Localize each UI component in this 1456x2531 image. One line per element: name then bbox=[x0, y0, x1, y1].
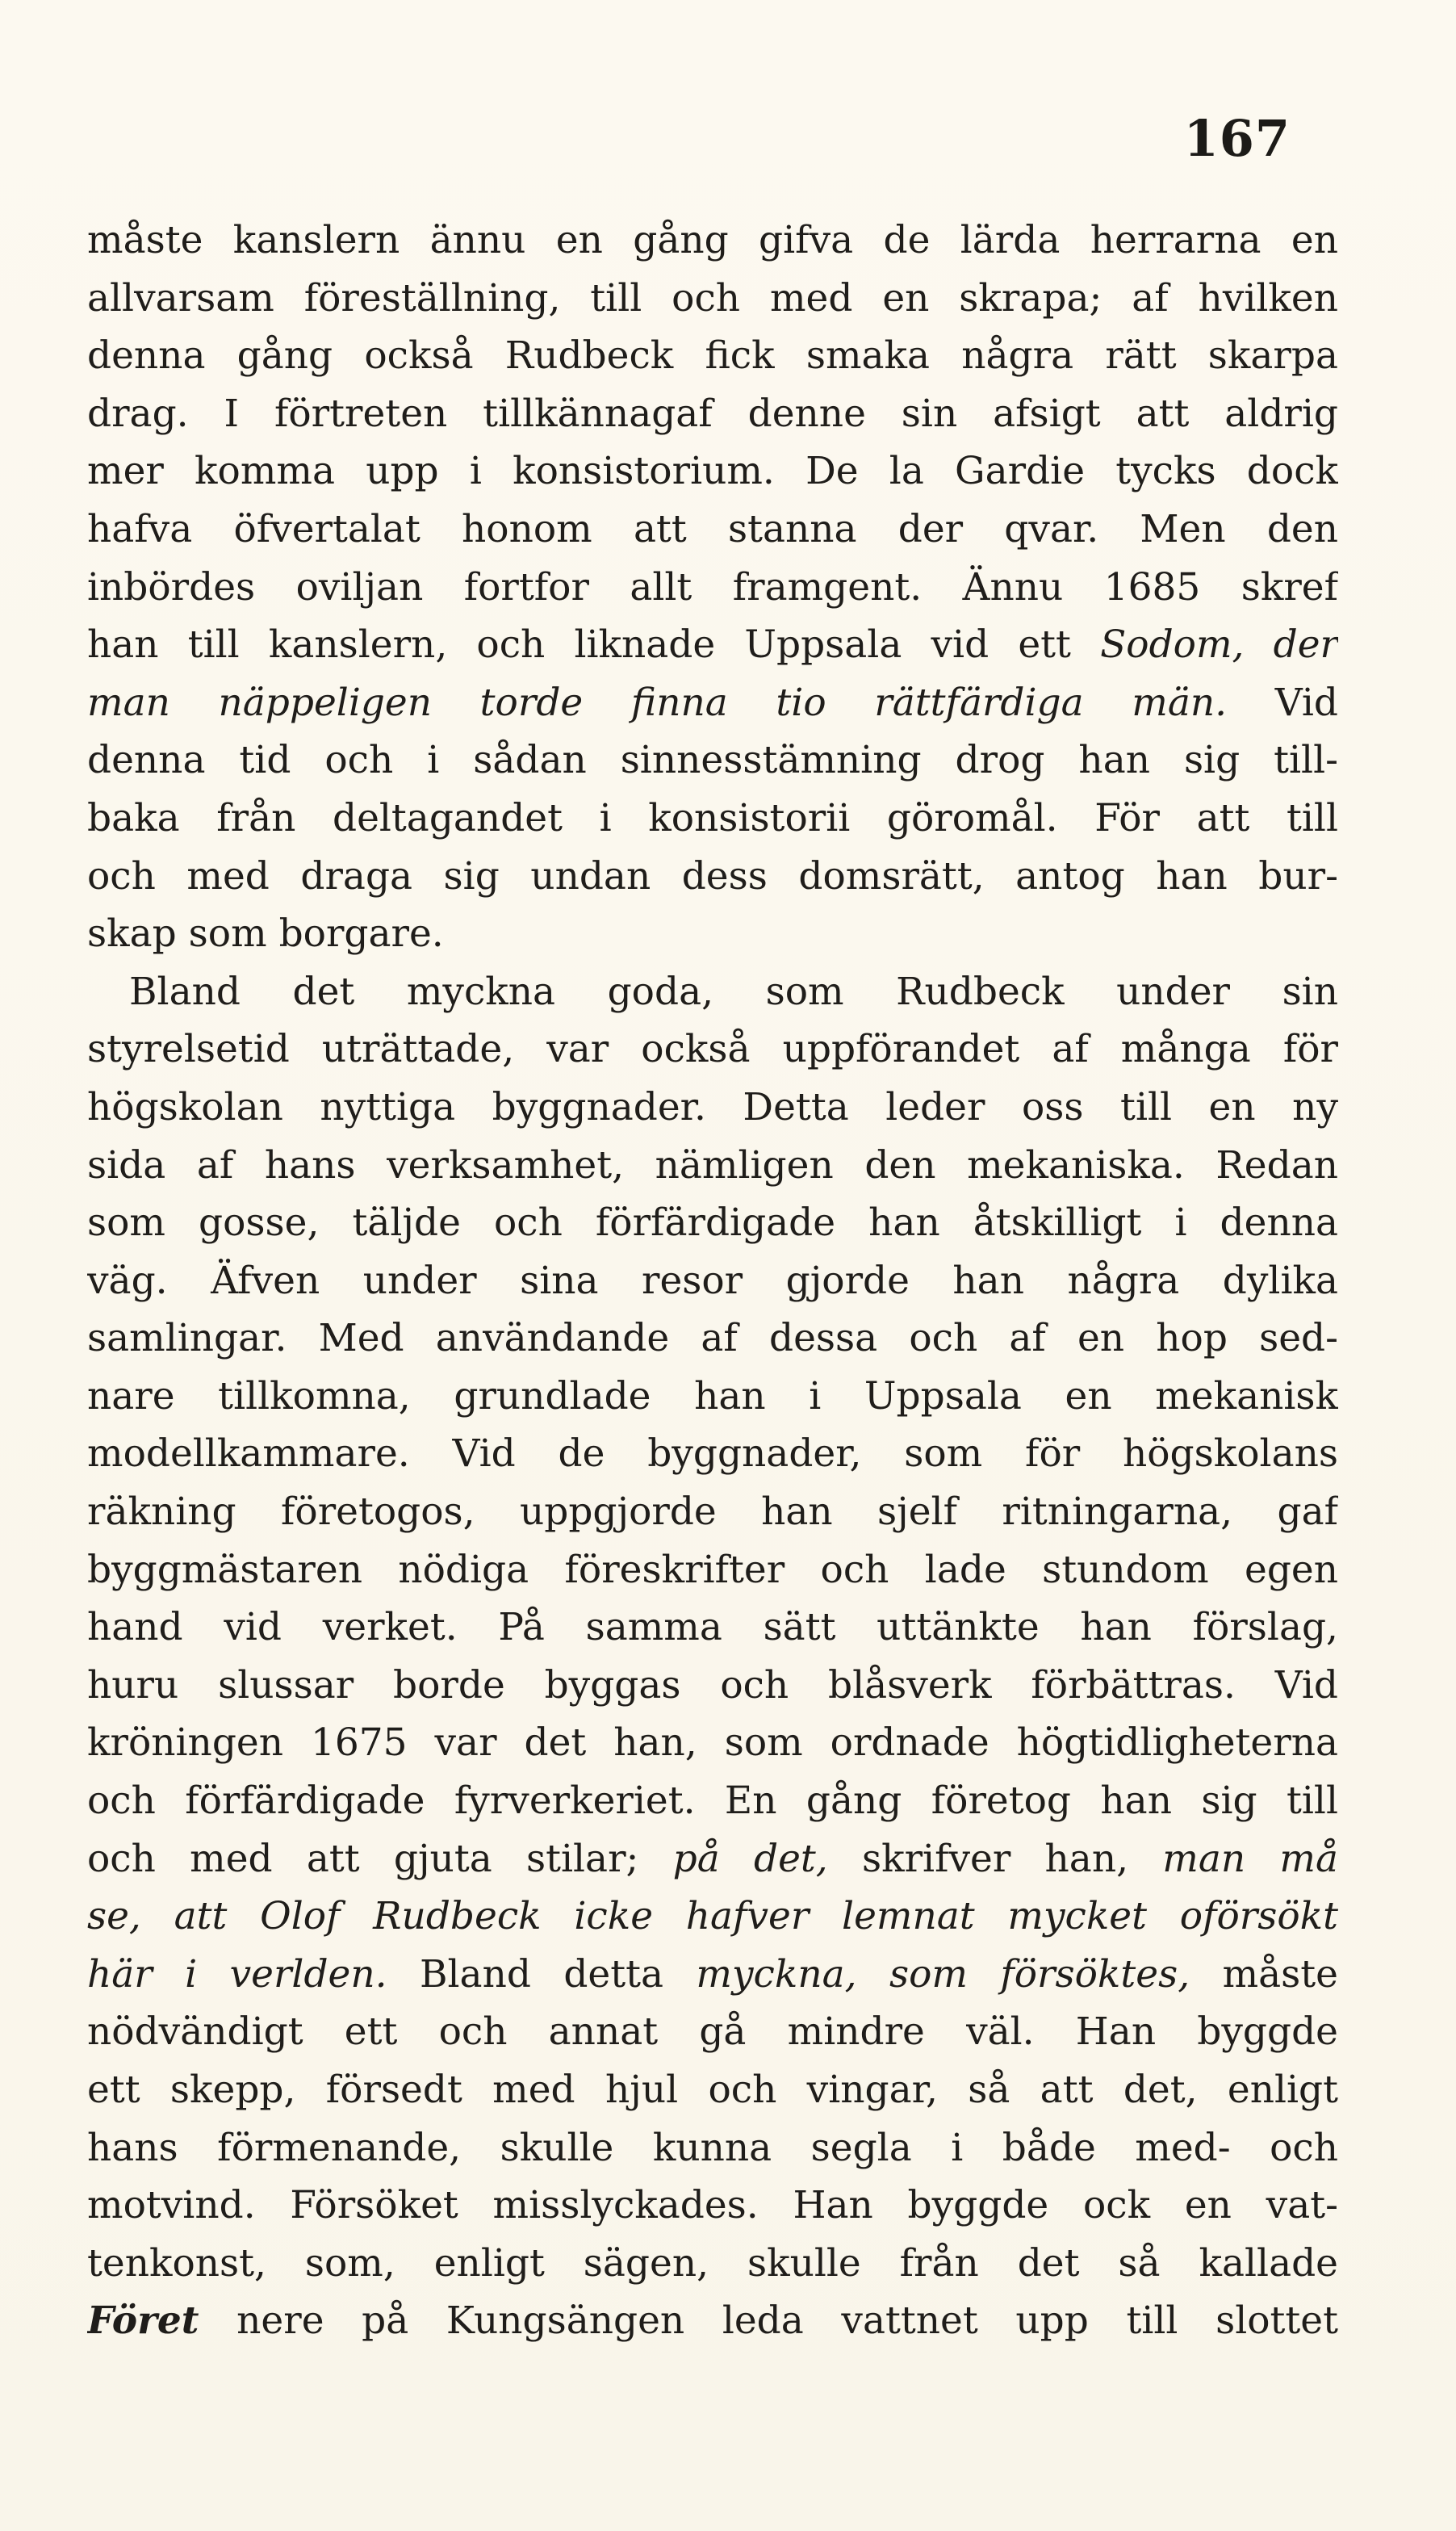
text-line bbox=[87, 442, 1338, 501]
text-segment: och med draga sig undan dess domsrätt, antog han bur- bbox=[87, 853, 1338, 899]
text-line bbox=[87, 963, 1338, 1021]
text-segment: hans förmenande, skulle kunna segla i både med- och bbox=[87, 2125, 1338, 2170]
text-line bbox=[87, 2292, 1338, 2350]
body-text bbox=[87, 212, 1338, 2350]
text-segment: räkning företogos, uppgjorde han sjelf ritningarna, gaf bbox=[87, 1490, 1338, 1535]
text-line bbox=[87, 2003, 1338, 2061]
text-segment: huru slussar borde byggas och blåsverk förbättras. Vid bbox=[87, 1662, 1338, 1708]
text-line bbox=[87, 1194, 1338, 1252]
text-segment: måste kanslern ännu en gång gifva de lärda herrarna en bbox=[87, 218, 1338, 262]
text-line bbox=[87, 2177, 1338, 2235]
text-segment: skrifver han, bbox=[827, 1836, 1163, 1881]
text-line bbox=[87, 327, 1338, 385]
text-segment: styrelsetid uträttade, var också uppförandet af många för bbox=[87, 1027, 1338, 1072]
text-line bbox=[87, 848, 1338, 906]
text-segment: sida af hans verksamhet, nämligen den mekaniska. Redan bbox=[87, 1142, 1338, 1188]
text-line bbox=[87, 1020, 1338, 1079]
text-line bbox=[87, 1772, 1338, 1830]
text-segment: och förfärdigade fyrverkeriet. En gång företog han sig till bbox=[87, 1779, 1338, 1824]
text-line bbox=[87, 1599, 1338, 1657]
text-segment: måste bbox=[1190, 1951, 1338, 1997]
text-segment: nere på Kungsängen leda vattnet upp till slottet bbox=[199, 2298, 1338, 2344]
text-segment: Vid bbox=[1227, 680, 1338, 725]
text-line bbox=[87, 1252, 1338, 1310]
text-line bbox=[87, 559, 1338, 617]
text-line bbox=[87, 2061, 1338, 2119]
text-segment: man näppeligen torde finna tio rättfärdiga män. bbox=[87, 680, 1228, 725]
text-segment: här i verlden. bbox=[87, 1951, 387, 1997]
text-segment: Bland detta bbox=[387, 1951, 697, 1997]
text-segment: på det, bbox=[672, 1836, 828, 1881]
text-line bbox=[87, 790, 1338, 848]
text-line bbox=[87, 1137, 1338, 1195]
text-line bbox=[87, 1079, 1338, 1137]
text-segment: motvind. Försöket misslyckades. Han byggde ock en vat- bbox=[87, 2183, 1338, 2228]
text-segment: hand vid verket. På samma sätt uttänkte han förslag, bbox=[87, 1605, 1338, 1650]
text-segment: och med att gjuta stilar; bbox=[87, 1836, 673, 1881]
text-segment: Bland det myckna goda, som Rudbeck under sin bbox=[129, 969, 1338, 1014]
text-line bbox=[87, 1657, 1338, 1715]
text-line bbox=[87, 1714, 1338, 1772]
text-segment: byggmästaren nödiga föreskrifter och lade stundom egen bbox=[87, 1547, 1338, 1592]
text-line bbox=[87, 270, 1338, 328]
text-segment: baka från deltagandet i konsistorii göromål. För att till bbox=[87, 795, 1338, 840]
text-segment: mer komma upp i konsistorium. De la Gardie tycks dock bbox=[87, 449, 1338, 494]
text-segment: nödvändigt ett och annat gå mindre väl. Han byggde bbox=[87, 2009, 1338, 2055]
text-segment: tenkonst, som, enligt sägen, skulle från det så kallade bbox=[87, 2240, 1338, 2286]
text-segment: denna gång också Rudbeck fick smaka några rätt skarpa bbox=[87, 333, 1338, 379]
text-line bbox=[87, 2235, 1338, 2293]
text-segment: denna tid och i sådan sinnesstämning drog han sig till- bbox=[87, 738, 1338, 783]
text-line bbox=[87, 385, 1338, 443]
text-line bbox=[87, 674, 1338, 732]
text-line bbox=[87, 1888, 1338, 1946]
text-line bbox=[87, 2119, 1338, 2177]
text-line bbox=[87, 1483, 1338, 1541]
text-segment: man må bbox=[1162, 1836, 1338, 1881]
text-line bbox=[87, 905, 1338, 963]
text-segment: väg. Äfven under sina resor gjorde han några dylika bbox=[87, 1258, 1338, 1303]
text-line bbox=[87, 1425, 1338, 1483]
text-segment: drag. I förtreten tillkännagaf denne sin afsigt att aldrig bbox=[87, 391, 1338, 436]
text-line bbox=[87, 1946, 1338, 2004]
text-segment: som gosse, täljde och förfärdigade han åtskilligt i denna bbox=[87, 1201, 1338, 1246]
text-segment: myckna, som försöktes, bbox=[696, 1951, 1190, 1997]
text-line bbox=[87, 1309, 1338, 1368]
text-line bbox=[87, 212, 1338, 270]
text-segment: kröningen 1675 var det han, som ordnade högtidligheterna bbox=[87, 1720, 1338, 1766]
text-segment: Sodom, der bbox=[1100, 622, 1338, 668]
text-line bbox=[87, 1368, 1338, 1426]
text-segment: skap som borgare. bbox=[87, 911, 444, 957]
text-segment: se, att Olof Rudbeck icke hafver lemnat mycket oförsökt bbox=[87, 1894, 1338, 1939]
text-segment: han till kanslern, och liknade Uppsala vid ett bbox=[87, 622, 1101, 668]
text-segment: samlingar. Med användande af dessa och af en hop sed- bbox=[87, 1316, 1338, 1361]
text-segment: högskolan nyttiga byggnader. Detta leder oss till en ny bbox=[87, 1084, 1338, 1129]
text-line bbox=[87, 501, 1338, 559]
text-segment: inbördes oviljan fortfor allt framgent. Ännu 1685 skref bbox=[87, 564, 1338, 610]
page-number: 167 bbox=[1183, 109, 1291, 168]
text-segment: allvarsam föreställning, till och med en skrapa; af hvilken bbox=[87, 275, 1338, 321]
text-segment: ett skepp, försedt med hjul och vingar, så att det, enligt bbox=[87, 2068, 1338, 2112]
text-segment: Föret bbox=[87, 2298, 199, 2344]
text-line bbox=[87, 731, 1338, 790]
text-segment: nare tillkomna, grundlade han i Uppsala en mekanisk bbox=[87, 1373, 1338, 1418]
text-segment: hafva öfvertalat honom att stanna der qvar. Men den bbox=[87, 506, 1338, 551]
text-line bbox=[87, 1541, 1338, 1599]
text-line bbox=[87, 1830, 1338, 1888]
text-segment: modellkammare. Vid de byggnader, som för högskolans bbox=[87, 1431, 1338, 1477]
text-line bbox=[87, 616, 1338, 674]
